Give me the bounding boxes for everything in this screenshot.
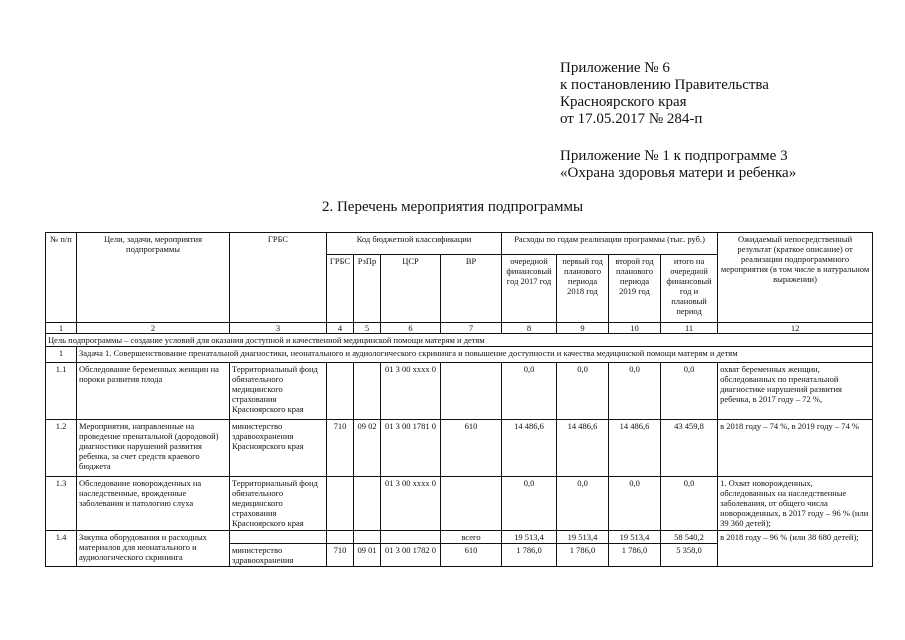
- header-rzpr: РзПр: [354, 255, 381, 323]
- header-vr: ВР: [441, 255, 502, 323]
- row-csr: 01 3 00 1781 0: [381, 420, 441, 477]
- row-2018: 19 513,4: [557, 531, 609, 544]
- column-numbers-row: [46, 323, 873, 334]
- row-csr: 01 3 00 хххх 0: [381, 363, 441, 420]
- row-grbs: [327, 477, 354, 531]
- row-result: 1. Охват новорожденных, обследованных на наследственные заболевания, от общего числа новорожденных, в 2017 году – 96 % (или 39 360 детей);: [718, 477, 873, 531]
- row-rzpr: [354, 477, 381, 531]
- row-vr: [441, 363, 502, 420]
- header-budget-code: Код бюджетной классификации: [327, 233, 502, 255]
- row-grbs-name: министерство здравоохранения Красноярского края: [230, 420, 327, 477]
- appendix-6-line1: Приложение № 6: [560, 60, 670, 76]
- row-rzpr: 09 02: [354, 420, 381, 477]
- header-total: итого на очередной финансовый год и плановый период: [661, 255, 718, 323]
- table-row: [46, 477, 873, 531]
- appendix-1-block: [560, 148, 796, 182]
- row-vr: всего: [441, 531, 502, 544]
- row-2018: 14 486,6: [557, 420, 609, 477]
- row-total: 0,0: [661, 477, 718, 531]
- row-2019: 19 513,4: [609, 531, 661, 544]
- row-2017: 0,0: [502, 363, 557, 420]
- row-grbs-name: министерство здравоохранения: [230, 544, 327, 567]
- col-number: 11: [661, 323, 718, 334]
- row-2018: 0,0: [557, 477, 609, 531]
- row-result: в 2018 году – 74 %, в 2019 году – 74 %: [718, 420, 873, 477]
- row-result: охват беременных женщин, обследованных по пренатальной диагностике нарушений развития ребенка, в 2017 году – 72 %,: [718, 363, 873, 420]
- row-number: 1.4: [46, 531, 77, 567]
- header-2019: второй год планового периода 2019 год: [609, 255, 661, 323]
- header-expenses: Расходы по годам реализации программы (тыс. руб.): [502, 233, 718, 255]
- header-result: Ожидаемый непосредственный результат (краткое описание) от реализации подпрограммного мероприятия (в том числе в натуральном выражении): [718, 233, 873, 323]
- row-csr: 01 3 00 хххх 0: [381, 477, 441, 531]
- header-grbs-code: ГРБС: [327, 255, 354, 323]
- row-name: Закупка оборудования и расходных материалов для неонатального и аудиологического скрининга: [77, 531, 230, 567]
- row-name: Мероприятия, направленные на проведение пренатальной (дородовой) диагностики нарушений развития ребенка, за счет средств краевого бюджета: [77, 420, 230, 477]
- row-name: Обследование новорожденных на наследственные, врожденные заболевания и патологию слуха: [77, 477, 230, 531]
- row-grbs: [327, 363, 354, 420]
- row-grbs-name: Территориальный фонд обязательного медицинского страхования Красноярского края: [230, 477, 327, 531]
- row-grbs-name: [230, 531, 327, 544]
- row-2019: 1 786,0: [609, 544, 661, 567]
- row-grbs-name: Территориальный фонд обязательного медицинского страхования Красноярского края: [230, 363, 327, 420]
- row-2017: 0,0: [502, 477, 557, 531]
- row-2017: 19 513,4: [502, 531, 557, 544]
- appendix-6-block: [560, 60, 769, 128]
- col-number: 5: [354, 323, 381, 334]
- task-number: 1: [46, 347, 77, 363]
- appendix-6-line3: Красноярского края: [560, 94, 687, 110]
- row-csr: 01 3 00 1782 0: [381, 544, 441, 567]
- appendix-6-line2: к постановлению Правительства: [560, 77, 769, 93]
- row-rzpr: [354, 531, 381, 544]
- header-2018: первый год планового периода 2018 год: [557, 255, 609, 323]
- row-total: 5 358,0: [661, 544, 718, 567]
- col-number: 4: [327, 323, 354, 334]
- header-no: № п/п: [46, 233, 77, 323]
- row-name: Обследование беременных женщин на пороки развития плода: [77, 363, 230, 420]
- row-2017: 14 486,6: [502, 420, 557, 477]
- col-number: 6: [381, 323, 441, 334]
- col-number: 12: [718, 323, 873, 334]
- row-2018: 1 786,0: [557, 544, 609, 567]
- measures-table: [45, 232, 873, 567]
- col-number: 7: [441, 323, 502, 334]
- row-number: 1.2: [46, 420, 77, 477]
- appendix-1-line1: Приложение № 1 к подпрограмме 3: [560, 148, 788, 164]
- row-total: 58 540,2: [661, 531, 718, 544]
- table-row: [46, 363, 873, 420]
- header-csr: ЦСР: [381, 255, 441, 323]
- row-grbs: 710: [327, 420, 354, 477]
- appendix-1-line2: «Охрана здоровья матери и ребенка»: [560, 165, 797, 181]
- header-2017: очередной финансовый год 2017 год: [502, 255, 557, 323]
- header-grbs: ГРБС: [230, 233, 327, 323]
- row-total: 43 459,8: [661, 420, 718, 477]
- table-row: [46, 420, 873, 477]
- row-number: 1.3: [46, 477, 77, 531]
- col-number: 10: [609, 323, 661, 334]
- task-row: Задача 1. Совершенствование пренатальной диагностики, неонатального и аудиологического скрининга и повышение доступности и качества медицинской помощи матерям и детям: [77, 347, 873, 363]
- col-number: 2: [77, 323, 230, 334]
- row-grbs: [327, 531, 354, 544]
- document-title: 2. Перечень мероприятия подпрограммы: [321, 199, 584, 215]
- row-2019: 0,0: [609, 363, 661, 420]
- row-grbs: 710: [327, 544, 354, 567]
- col-number: 3: [230, 323, 327, 334]
- row-2018: 0,0: [557, 363, 609, 420]
- table-row: [46, 531, 873, 544]
- row-rzpr: [354, 363, 381, 420]
- row-number: 1.1: [46, 363, 77, 420]
- row-2019: 14 486,6: [609, 420, 661, 477]
- row-result: в 2018 году – 96 % (или 38 680 детей);: [718, 531, 873, 567]
- row-csr: [381, 531, 441, 544]
- col-number: 8: [502, 323, 557, 334]
- goal-row: Цель подпрограммы – создание условий для оказания доступной и качественной медицинской помощи матерям и детям: [46, 334, 873, 347]
- row-2017: 1 786,0: [502, 544, 557, 567]
- row-vr: [441, 477, 502, 531]
- appendix-6-line4: от 17.05.2017 № 284-п: [560, 111, 703, 127]
- row-vr: 610: [441, 544, 502, 567]
- row-rzpr: 09 01: [354, 544, 381, 567]
- header-goals: Цели, задачи, мероприятия подпрограммы: [77, 233, 230, 323]
- row-total: 0,0: [661, 363, 718, 420]
- row-vr: 610: [441, 420, 502, 477]
- col-number: 9: [557, 323, 609, 334]
- col-number: 1: [46, 323, 77, 334]
- row-2019: 0,0: [609, 477, 661, 531]
